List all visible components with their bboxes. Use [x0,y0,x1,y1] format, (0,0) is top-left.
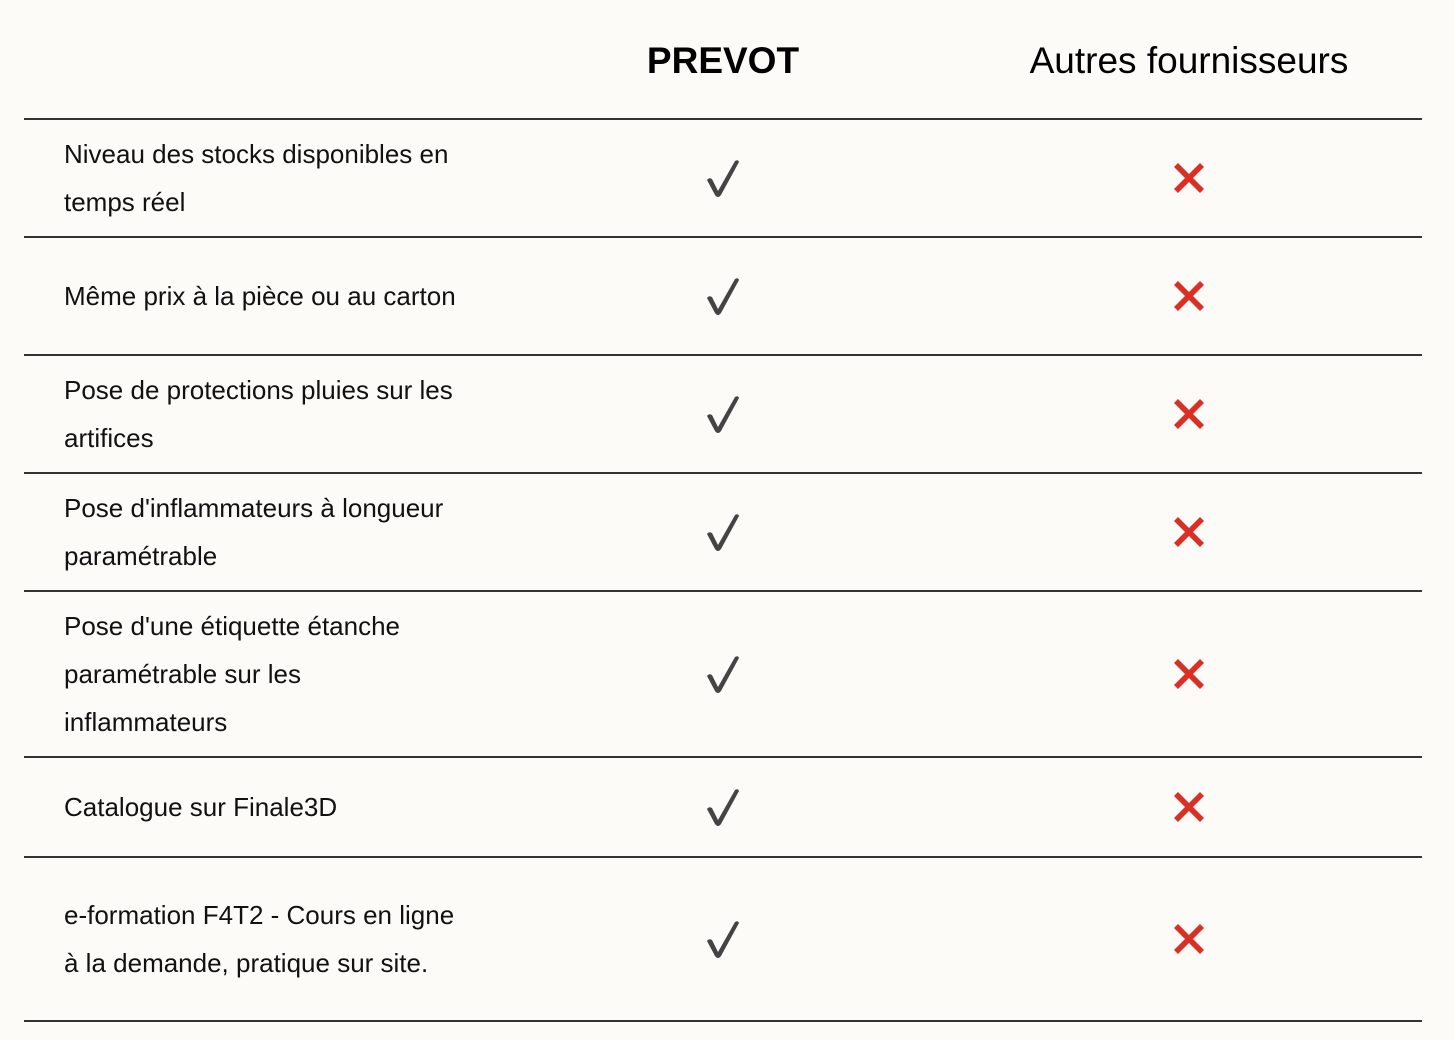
cross-icon [1169,654,1209,694]
table-header [24,0,1422,118]
feature-label: Pose d'une étiquette étanche paramétrable sur les inflammateurs [64,611,401,737]
table-row-7 [24,856,1422,1022]
cross-icon [1169,512,1209,552]
check-icon [703,276,743,316]
table-row-4 [24,472,1422,590]
column-header-other-suppliers: Autres fournisseurs [1029,40,1349,81]
check-icon [703,654,743,694]
feature-label: e-formation F4T2 - Cours en ligne à la demande, pratique sur site. [64,900,455,978]
feature-label: Pose de protections pluies sur les artifices [64,375,453,453]
column-header-prevot: PREVOT [646,40,800,81]
table-row-6 [24,756,1422,856]
cross-icon [1169,276,1209,316]
comparison-table [24,0,1422,1022]
feature-label: Catalogue sur Finale3D [64,792,338,822]
check-icon [703,394,743,434]
check-icon [703,158,743,198]
feature-label: Même prix à la pièce ou au carton [64,281,456,311]
cross-icon [1169,919,1209,959]
feature-label: Pose d'inflammateurs à longueur paramétrable [64,493,444,571]
feature-label: Niveau des stocks disponibles en temps réel [64,139,449,217]
check-icon [703,919,743,959]
check-icon [703,512,743,552]
table-body [24,118,1422,1022]
cross-icon [1169,787,1209,827]
table-row-3 [24,354,1422,472]
cross-icon [1169,394,1209,434]
table-row-2 [24,236,1422,354]
cross-icon [1169,158,1209,198]
table-row-1 [24,118,1422,236]
check-icon [703,787,743,827]
table-row-5 [24,590,1422,756]
